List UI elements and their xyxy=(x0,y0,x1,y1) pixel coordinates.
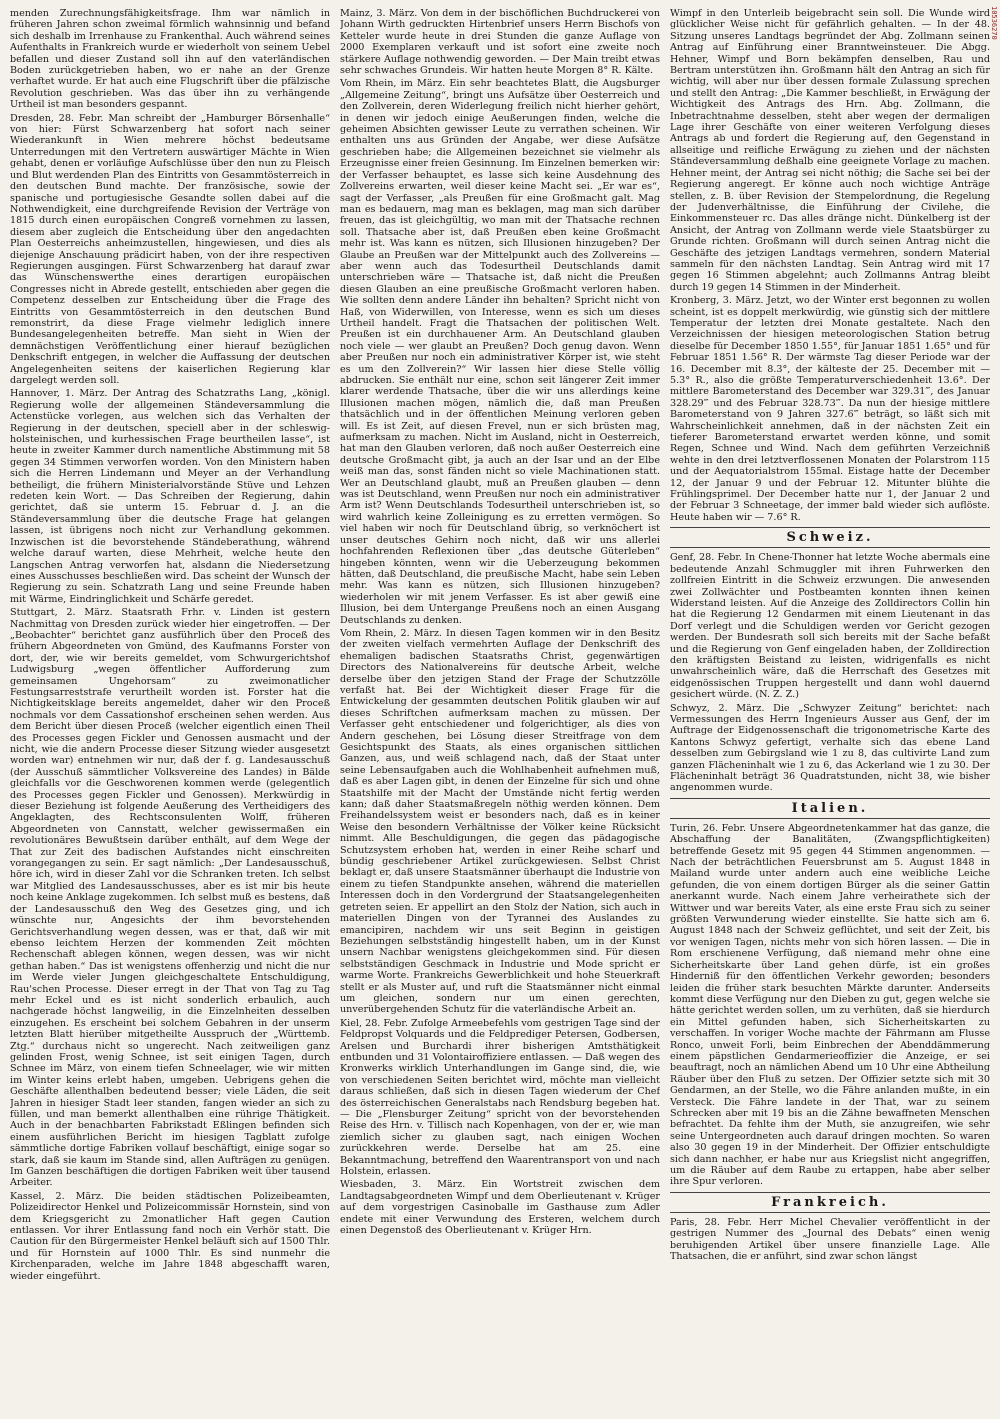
article-paragraph: Vom Rhein, im März. Ein sehr beachtetes Blatt, die Augsburger „Allgemeine Zeitung“, bringt uns Aufsätze über Oesterreich und den Zollverein, deren Widerlegung freilich nicht hierher gehört, in denen wir jedoch einige Aeußerungen finden, welche die geheimen Absichten gewisser Leute zu verrathen scheinen. Wir enthalten uns aus Gründen der Angabe, wer diese Aufsätze geschrieben habe; die Allgemeinen bezeichnet sie vielmehr als Erzeugnisse einer freien Gesinnung. Im Einzelnen bemerken wir: der Verfasser behauptet, es lasse sich keine Ausdehnung des Zollvereins erwarten, weil dieser keine Macht sei. „Er war es“, sagt der Verfasser, „als Preußen für eine Großmacht galt. Mag man es bedauern, mag man es beklagen, mag man sich darüber freuen, das ist gleichgültig, wo man mit der Thatsache rechnen soll. Thatsache aber ist, daß Preußen eben keine Großmacht mehr ist. Was kann es nützen, sich Illusionen hinzugeben? Der Glaube an Preußen war der Mittelpunkt auch des Zollvereins — aber wenn auch das Todesurtheil Deutschlands damit unterschrieben wäre — Thatsache ist, daß nicht die Preußen diesen Glauben an eine preußische Großmacht verloren haben. Wie sollten denn andere Länder ihn behalten? Spricht nicht von Haß, von Widerwillen, von Interesse, wenn es sich um dieses Urtheil handelt. Fragt die Thatsachen der politischen Welt. Preußen ist ein durchhauener Arm. An Deutschland glauben noch viele — wer glaubt an Preußen? Doch genug davon. Wenn aber Preußen nur noch ein administrativer Körper ist, wie steht es um den Zollverein?“ Wir lassen hier diese Stelle völlig abdrucken. Sie enthält nur eine, schon seit längerer Zeit immer klarer werdende Thatsache, über die wir uns allerdings keine Illusionen machen mögen, nämlich die, daß man Preußen thatsächlich und in der öffentlichen Meinung verloren geben will. Es ist Zeit, auf diesen Frevel, nun er sich brüsten mag, aufmerksam zu machen. Nicht im Ausland, nicht in Oesterreich, hat man den Glauben verloren, daß noch außer Oesterreich eine deutsche Großmacht gibt, ja auch an der Isar und an der Elbe weiß man das, sonst fänden nicht so viele Machinationen statt. Wer an Deutschland glaubt, muß an Preußen glauben — denn was ist Deutschland, wenn Preußen nur noch ein administrativer Arm ist? Wenn Deutschlands Todesurtheil unterschrieben ist, so wird wahrlich keine Zolleinigung es zu erretten vermögen. So viel haben wir noch für Deutschland übrig, so verknöchert ist unser deutsches Gehirn noch nicht, daß wir uns allerlei hochfahrenden Reflexionen über „das deutsche Güterleben“ hingeben könnten, wenn wir die Ueberzeugung bekommen hätten, daß Deutschland, die preußische Macht, habe sein Leben mehr. Was kann es nützen, sich Illusionen hinzugeben? wiederholen wir mit jenem Verfasser. Es ist aber gewiß eine Illusion, bei dem Untergange Preußens noch an einen Ausgang Deutschlands zu denken. xyxy=(340,78,660,626)
section-heading-italy: Italien. xyxy=(670,798,990,819)
article-paragraph: Vom Rhein, 2. März. In diesen Tagen kommen wir in den Besitz der zweiten vielfach vermehrten Auflage der Denkschrift des ehemaligen badischen Staatsraths Christ, gegenwärtigen Directors des Nationalvereins für deutsche Arbeit, welche derselbe über den jetzigen Stand der Frage der Schutzzölle verfaßt hat. Bei der Wichtigkeit dieser Frage für die Entwickelung der gesammten deutschen Politik glauben wir auf dieses Schriftchen aufmerksam machen zu müssen. Der Verfasser geht entschiedener und folgerichtiger, als dies von Andern geschehen, bei Lösung dieser Streitfrage von dem Gesichtspunkt des Staats, als eines organischen sittlichen Ganzen, aus, und weiß schlagend nach, daß der Staat unter seine Lebensaufgaben auch die Wohlhabenheit aufnehmen muß, daß es aber Lagen gibt, in denen der Einzelne für sich und ohne Staatshilfe mit der Macht der Umstände nicht fertig werden kann; daß daher Staatsmaßregeln nöthig werden können. Dem Freihandelssystem weist er besonders nach, daß es in keiner Weise den besondern Verhältnisse der Völker keine Rücksicht nimmt. Alle Beschuldigungen, die gegen das pädagogische Schutzsystem erhoben hat, werden in einer Reihe scharf und bündig geschriebener Artikel zurückgewiesen. Selbst Christ beklagt er, daß unsere Staatsmänner überhaupt die Industrie von einem zu tiefen Standpunkte ansehen, während die materiellen Interessen doch in den Vordergrund der Staatsangelegenheiten getreten seien. Er appellirt an den Stolz der Nation, sich auch in materiellen Dingen von der Tyrannei des Auslandes zu emancipiren, nachdem wir uns seit Beginn in geistigen Beziehungen selbstständig hingestellt haben, um in der Kunst unsern Nachbar wenigstens gleichgekommen sind. Für diesen selbstständigen Geschmack in Industrie und Mode spricht er warme Worte. Frankreichs Gewerblichkeit und hohe Steuerkraft stellt er als Muster auf, und ruft die Staatsmänner nicht einmal um gleichen, sondern nur um einen gerechten, unverübergehenden Schutz für die vaterländische Arbeit an. xyxy=(340,627,660,1016)
article-paragraph: Wimpf in den Unterleib beigebracht sein soll. Die Wunde wird glücklicher Weise nicht für gefährlich gehalten. — In der 48. Sitzung unseres Landtags begründet der Abg. Zollmann seinen Antrag auf Einführung einer Branntweinsteuer. Die Abgg. Hehner, Wimpf und Born bekämpfen denselben, Rau und Bertram unterstützen ihn. Großmann hält den Antrag an sich für wichtig, will aber nur über dessen formale Zulassung sprechen und stellt den Antrag: „Die Kammer beschließt, in Erwägung der Wichtigkeit des Antrags des Hrn. Abg. Zollmann, die Inbetrachtnahme desselben, steht aber wegen der dermaligen Lage ihrer Geschäfte von einer weiteren Verfolgung dieses Antrags ab und fordert die Regierung auf, den Gegenstand in allseitige und reifliche Erwägung zu ziehen und der nächsten Ständeversammlung deßhalb eine geeignete Vorlage zu machen. Hehner meint, der Antrag sei nicht nöthig; die Sache sei bei der Regierung angeregt. Er könne auch noch wichtige Anträge stellen, z. B. über Revision der Stempelordnung, die Regelung der Judenverhältnisse, die Einführung der Civilehe, die Einkommensteuer rc. Das alles dränge nicht. Dünkelberg ist der Ansicht, der Antrag von Zollmann werde viele Staatsbürger zu Grunde richten. Großmann will durch seinen Antrag nicht die Geschäfte des jetzigen Landtags vermehren, sondern Material sammeln für den nächsten Landtag. Sein Antrag wird mit 17 gegen 16 Stimmen abgelehnt; auch Zollmanns Antrag bleibt durch 19 gegen 14 Stimmen in der Minderheit. xyxy=(670,8,990,293)
article-paragraph: Schwyz, 2. März. Die „Schwyzer Zeitung“ berichtet: nach Vermessungen des Herrn Ingenieurs Ausser aus Genf, der im Auftrage der Eidgenossenschaft die trigonometrische Karte des Kantons Schwyz gefertigt, verhalte sich das ebene Land desselben zum Gebirgsland wie 1 zu 8, das cultivirte Land zum ganzen Flächeninhalt wie 1 zu 6, das Ackerland wie 1 zu 30. Der Flächeninhalt beträgt 36 Quadratstunden, nicht 38, wie bisher angenommen wurde. xyxy=(670,702,990,794)
column-2 xyxy=(340,8,660,1408)
page-number: 10536270 xyxy=(990,6,998,40)
article-paragraph: Genf, 28. Febr. In Chene-Thonner hat letzte Woche abermals eine bedeutende Anzahl Schmuggler mit ihren Fuhrwerken den zollfreien Eintritt in die Schweiz erzwungen. Die anwesenden zwei Zollwächter und Postbeamten konnten ihnen keinen Widerstand leisten. Auf die Anzeige des Zolldirectors Collin hin hat die Regierung 12 Gendarmen mit einem Lieutenant in das Dorf verlegt und die Schuldigen werden vor Gericht gezogen werden. Der Bundesrath soll sich bereits mit der Sache befaßt und die Regierung von Genf eingeladen haben, der Zolldirection den kräftigsten Beistand zu leisten, widrigenfalls es nicht unwahrscheinlich wäre, daß die Herrschaft des Gesetzes mit eidgenössischen Truppen hergestellt und dann wohl dauernd gesichert würde. (N. Z. Z.) xyxy=(670,552,990,701)
section-heading-switzerland: Schweiz. xyxy=(670,527,990,548)
article-paragraph: menden Zurechnungsfähigkeitsfrage. Ihm war nämlich in früheren Jahren schon zweimal förmlich wahnsinnig und befand sich deshalb im Irrenhause zu Frankenthal. Auch während seines Aufenthalts in Frankreich wurde er wiederholt von seinem Uebel befallen und dieser Zustand soll ihn auf den vaterländischen Boden zurückgetrieben haben, wo er nahe an der Grenze verhaftet wurde. Er hat auch eine Flugschrift über die pfälzische Revolution geschrieben. Was das über ihn zu verhängende Urtheil ist man besonders gespannt. xyxy=(10,8,330,111)
article-paragraph: Turin, 26. Febr. Unsere Abgeordnetenkammer hat das ganze, die Abschaffung der Banalitäten, (Zwangspflichtigkeiten) betreffende Gesetz mit 95 gegen 44 Stimmen angenommen. — Nach der beträchtlichen Feuersbrunst am 5. August 1848 in Mailand wurde unter andern auch eine weibliche Leiche gefunden, die von einem dortigen Bürger als die seiner Gattin anerkannt wurde. Nach einem Jahre verheirathete sich der Wittwer und war bereits Vater, als eine erste Frau sich zu seiner größten Verwunderung wieder einstellte. Sie hatte sich am 6. August 1848 nach der Schweiz geflüchtet, und seit der Zeit, bis vor wenigen Tagen, nichts mehr von sich hören lassen. — Die in Rom erschienene Verfügung, daß niemand mehr ohne eine Sicherheitskarte über Land gehen dürfe, ist ein großes Hinderniß für den öffentlichen Verkehr geworden; besonders leiden die früher stark besuchten Märkte darunter. Anderseits kommt diese Verfügung nur den Dieben zu gut, gegen welche sie hätte gerichtet werden sollen, um zu verhüten, daß sie hierdurch ein Mittel gefunden haben, sich Sicherheitskarten zu verschaffen. In voriger Woche machte der Fährmann am Flusse Ronco, unweit Forli, beim Einbrechen der Abenddämmerung einem päpstlichen Gendarmerieoffizier die Anzeige, er sei beauftragt, noch an nämlichen Abend um 10 Uhr eine Abtheilung Räuber über den Fluß zu setzen. Der Offizier setzte sich mit 30 Gendarmen, an der Stelle, wo die Fähre anlanden mußte, in ein Versteck. Die Fähre landete in der That, war zu seinem Schrecken aber mit 19 bis an die Zähne bewaffneten Menschen befrachtet. Da fehlte ihm der Muth, sie anzugreifen, wie sehr seine Untergeordneten auch darauf dringen mochten. So waren also 30 gegen 19 in der Minderheit. Der Offizier entschuldigte sich dann nachher, er habe nur aus Kriegslist nicht angegriffen, um die Räuber auf dem Raube zu ertappen, habe aber selber ihre Spur verloren. xyxy=(670,822,990,1188)
article-paragraph: Kronberg, 3. März. Jetzt, wo der Winter erst begonnen zu wollen scheint, ist es doppelt merkwürdig, wie günstig sich der mittlere Temperatur der letzten drei Monate gestaltete. Nach den Verzeichnissen der hiesigen meteorologischen Station betrug dieselbe für December 1850 1.55°, für Januar 1851 1.65° und für Februar 1851 1.56° R. Der wärmste Tag dieser Periode war der 16. December mit 8.3°, der kälteste der 25. December mit — 5.3° R., also die größte Temperaturverschiedenheit 13.6°. Der mittlere Barometerstand des December war 329.31‴, des Januar 328.29‴ und des Februar 328.73‴. Da nun der hiesige mittlere Barometerstand von 9 Jahren 327.6‴ beträgt, so läßt sich mit Wahrscheinlichkeit annehmen, daß in der nächsten Zeit ein tieferer Barometerstand erwartet werden könne, und somit Regen, Schnee und Wind. Nach dem geführten Verzeichniß wehte in den drei letztverflossenen Monaten der Polarstrom 115 und der Aequatorialstrom 155mal. Eistage hatte der December 12, der Januar 9 und der Februar 12. Mitunter blühte die Frühlingsprimel. Der December hatte nur 1, der Januar 2 und der Februar 3 Schneetage, der immer bald wieder sich auflöste. Heute haben wir — 7.6° R. xyxy=(670,295,990,523)
article-paragraph: Wiesbaden, 3. März. Ein Wortstreit zwischen dem Landtagsabgeordneten Wimpf und dem Oberlieutenant v. Krüger auf dem vorgestrigen Casinoballe im Gasthause zum Adler endete mit einer Verwundung des Ersteren, welchem durch einen Degenstoß des Oberlieutenant v. Krüger Hrn. xyxy=(340,1179,660,1237)
article-paragraph: Kiel, 28. Febr. Zufolge Armeebefehls vom gestrigen Tage sind der Feldpropst Volquards und die Feldprediger Petersen, Godbersen, Arelsen und Burchardi ihrer bisherigen Amtsthätigkeit entbunden und 31 Volontairoffiziere entlassen. — Daß wegen des Kronwerks wirklich Unterhandlungen im Gange sind, die, wie von verschiedenen Seiten berichtet wird, möchte man vielleicht daraus schließen, daß sich in diesen Tagen wiederum der Chef des österreichischen Generalstabs nach Rendsburg begeben hat. — Die „Flensburger Zeitung“ spricht von der bevorstehenden Reise des Hrn. v. Tillisch nach Kopenhagen, von der er, wie man ziemlich sicher zu glauben sagt, nach einigen Wochen zurückkehren werde. Derselbe hat am 25. eine Bekanntmachung, betreffend den Waarentransport von und nach Holstein, erlassen. xyxy=(340,1017,660,1178)
article-paragraph: Paris, 28. Febr. Herr Michel Chevalier veröffentlicht in der gestrigen Nummer des „Journal des Debats“ einen wenig beruhigenden Artikel über unsere finanzielle Lage. Alle Thatsachen, die er anführt, sind zwar schon längst xyxy=(670,1216,990,1263)
article-paragraph: Mainz, 3. März. Von dem in der bischöflichen Buchdruckerei von Johann Wirth gedruckten Hirtenbrief unsers Herrn Bischofs von Ketteler wurde heute in drei Stunden die ganze Auflage von 2000 Exemplaren verkauft und ist sofort eine zweite noch stärkere Auflage nothwendig geworden. — Der Main treibt etwas sehr schwaches Grundeis. Wir hatten heute Morgen 8° R. Kälte. xyxy=(340,8,660,77)
article-paragraph: Kassel, 2. März. Die beiden städtischen Polizeibeamten, Polizeidirector Henkel und Polizeicommissär Hornstein, sind von dem Kriegsgericht zu 2monatlicher Haft gegen Caution entlassen. Vor ihrer Entlassung fand noch ein Verhör statt. Die Caution für den Bürgermeister Henkel beläuft sich auf 1500 Thlr. und für Hornstein auf 1000 Thlr. Es sind nunmehr die Kirchenparaden, welche im Jahre 1848 abgeschafft waren, wieder eingeführt. xyxy=(10,1190,330,1282)
section-heading-france: Frankreich. xyxy=(670,1192,990,1213)
article-paragraph: Dresden, 28. Febr. Man schreibt der „Hamburger Börsenhalle“ von hier: Fürst Schwarzenberg hat sofort nach seiner Wiederankunft in Wien mehrere höchst bedeutsame Unterredungen mit den Vertretern auswärtiger Mächte in Wien gehabt, denen er vorläufige Aufschlüsse über den nun zu Fleisch und Blut werdenden Plan des Eintritts von Gesammtösterreich in den deutschen Bund machte. Der französische, sowie der spanische und portugiesische Gesandte sollen dabei auf die Nothwendigkeit, eine durchgreifende Revision der Verträge von 1815 durch einen europäischen Congreß vornehmen zu lassen, diesem aber zugleich die Entscheidung über den angedachten Plan Oesterreichs anheimzustellen, hingewiesen, und dies als diejenige Anschauung prädicirt haben, von der ihre respectiven Regierungen ausgingen. Fürst Schwarzenberg hat darauf zwar das Wünschenswerthe eines derartigen europäischen Congresses nicht in Abrede gestellt, entschieden aber gegen die Competenz desselben zur Entscheidung über die Frage des Eintritts von Gesammtösterreich in den deutschen Bund remonstrirt, da diese Frage vielmehr lediglich innere Bundesangelegenheiten betreffe. Man sieht in Wien der demnächstigen Veröffentlichung einer hierauf bezüglichen Denkschrift entgegen, in welcher die Auffassung der deutschen Angelegenheiten seitens der kaiserlichen Regierung klar dargelegt werden soll. xyxy=(10,112,330,386)
article-paragraph: Stuttgart, 2. März. Staatsrath Frhr. v. Linden ist gestern Nachmittag von Dresden zurück wieder hier eingetroffen. — Der „Beobachter“ berichtet ganz ausführlich über den Proceß des frühern Abgeordneten von Gmünd, des Kaufmanns Forster von dort, der, wie wir bereits gemeldet, vom Schwurgerichtshof Ludwigsburg „wegen öffentlicher Aufforderung zum gemeinsamen Ungehorsam“ zu zweimonatlicher Festungsarreststrafe verurtheilt worden ist. Forster hat die Nichtigkeitsklage bereits angemeldet, daher wir den Proceß nochmals vor dem Cassationshof erscheinen sehen werden. Aus dem Bericht über diesen Proceß (welcher eigentlich einen Theil des Processes gegen Fickler und Genossen ausmacht und der nicht, wie die andern Processe dieser Sitzung wieder ausgesetzt worden war) entnehmen wir nur, daß der f. g. Landesausschuß (der Ausschuß sämmtlicher Volksvereine des Landes) in Bälde gleichfalls vor die Geschworenen kommen werde (gelegentlich des Processes gegen Fickler und Genossen). Merkwürdig in dieser Beziehung ist folgende Aeußerung des Vertheidigers des Angeklagten, des Rechtsconsulenten Wolff, früheren Abgeordneten von Cannstatt, welcher gewissermaßen ein revolutionäres Bewußtsein darüber enthält, auf dem Wege der That zur Zeit des badischen Aufstandes nicht einschreiten vorangegangen zu sein. Er sagt nämlich: „Der Landesausschuß, höre ich, wird in dieser Zahl vor die Schranken treten. Ich selbst war Mitglied des Landesausschusses, aber es ist mir bis heute noch keine Anklage zugekommen. Ich selbst muß es bestens, daß der Landesausschuß den Weg des Gesetzes ging, und ich wünschte nur, Angesichts der ihm bevorstehenden Gerichtsverhandlung wegen dessen, was er that, daß wir mit ebenso leichtem Herzen der kommenden Zeit möchten Rechenschaft ablegen können, wegen dessen, was wir nicht gethan haben.“ Das ist wenigstens offenherzig und nicht die nur im Werde vieler Jungen gleichgeschaltete Entschuldigung, Rau'schen Processe. Dieser erregt in der That von Tag zu Tag mehr Eckel und es ist nicht sonderlich erbaulich, auch nachgerade höchst langweilig, in die Einzelnheiten desselben einzugehen. Es erscheint bei solchem Gebahren in der unserm letzten Blatt hierüber mitgetheilte Ausspruch der „Württemb. Ztg.“ durchaus nicht so ungerecht. Nach zeitweiligen ganz gelinden Frost, wenig Schnee, ist seit einigen Tagen, durch Schnee im März, von einem tiefen Schneelager, wie wir mitten im Winter keins erlebt haben, umgeben. Uebrigens gehen die Geschäfte allenthalben bedeutend besser; viele Läden, die seit Jahren in hiesiger Stadt leer standen, fangen wieder an sich zu füllen, und man bemerkt allenthalben eine rührige Thätigkeit. Auch in der benachbarten Fabrikstadt Eßlingen befinden sich einem ausführlichen Bericht im hiesigen Tagblatt zufolge sämmtliche dortige Fabriken vollauf beschäftigt, einige sogar so stark, daß sie kaum im Stande sind, allen Aufträgen zu genügen. Im Ganzen beschäftigen die dortigen Fabriken weit über tausend Arbeiter. xyxy=(10,607,330,1189)
column-1 xyxy=(10,8,330,1408)
columns xyxy=(10,8,990,1408)
column-3 xyxy=(670,8,990,1408)
article-paragraph: Hannover, 1. März. Der Antrag des Schatzraths Lang, „königl. Regierung wolle der allgemeinen Ständeversammlung die Actenstücke vorlegen, aus welchen sich das Verhalten der Regierung in der deutschen, speciell aber in der schleswig-holsteinischen, und kurhessischen Frage beurtheilen lasse“, ist heute in zweiter Kammer durch namentliche Abstimmung mit 58 gegen 34 Stimmen verworfen worden. Von den Ministern haben sich die Herren Lindemann und Meyer an der Verhandlung betheiligt, die frühern Ministerialvorstände Stüve und Lehzen redeten kein Wort. — Das Schreiben der Regierung, dahin gerichtet, daß sie unterm 15. Februar d. J. an die Ständeversammlung über die deutsche Frage hat gelangen lassen, ist übrigens noch nicht zur Verhandlung gekommen. Inzwischen ist die bevorstehende Ständeberathung, während welche darauf warten, diese Mehrheit, welche heute den Langschen Antrag verworfen hat, alsdann die Niedersetzung eines Ausschusses beschließen wird. Das scheint der Wunsch der Regierung zu sein. Schatzrath Lang und seine Freunde haben mit Wärme, Eindringlichkeit und Schärfe geredet. xyxy=(10,388,330,605)
